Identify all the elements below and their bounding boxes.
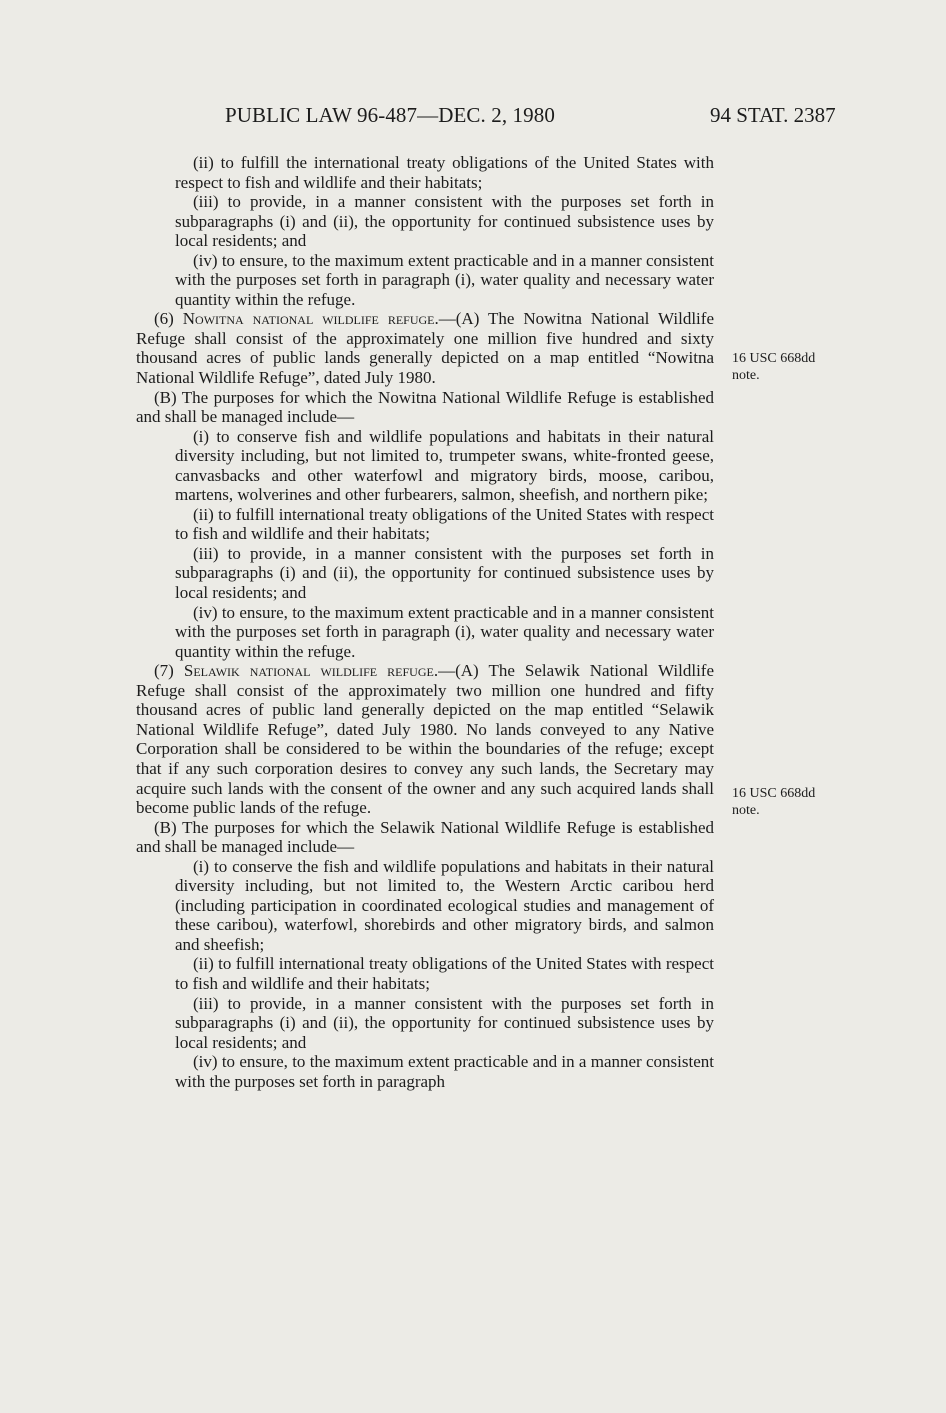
paragraph-7b-iv: (iv) to ensure, to the maximum extent practicable and in a manner consistent with the purposes set forth in paragraph	[175, 1052, 714, 1091]
paragraph-6-number: (6)	[154, 309, 183, 329]
paragraph-5-iv: (iv) to ensure, to the maximum extent practicable and in a manner consistent with the purposes set forth in paragraph (i), water quality and necessary water quantity within the refuge.	[175, 250, 714, 309]
margin-note-7	[732, 785, 852, 819]
paragraph-7b-i: (i) to conserve the fish and wildlife populations and habitats in their natural diversity including, but not limited to, the Western Arctic caribou herd (including participation in coordinated ecological studies and management of these caribou), waterfowl, shorebirds and other migratory birds, and salmon and sheefish;	[175, 856, 714, 954]
margin-note-6	[732, 350, 852, 384]
paragraph-6b-i: (i) to conserve fish and wildlife populations and habitats in their natural diversity including, but not limited to, trumpeter swans, white-fronted geese, canvasbacks and other waterfowl and migratory birds, moose, caribou, martens, wolverines and other furbearers, salmon, sheefish, and northern pike;	[175, 426, 714, 505]
margin-note-6-label: note.	[732, 368, 760, 383]
paragraph-7-number: (7)	[154, 661, 184, 681]
paragraph-7b-ii: (ii) to fulfill international treaty obligations of the United States with respect to fish and wildlife and their habitats;	[175, 954, 714, 993]
margin-note-7-label: note.	[732, 803, 760, 818]
paragraph-7a	[136, 661, 714, 817]
margin-note-7-citation: 16 USC 668dd	[732, 786, 816, 801]
margin-note-6-citation: 16 USC 668dd	[732, 351, 816, 366]
paragraph-7a-text: —(A) The Selawik National Wildlife Refuge shall consist of the approximately two million one hundred and fifty thousand acres of public land generally depicted on the map entitled “Selawik National Wildlife Refuge”, dated July 1980. No lands conveyed to any Native Corporation shall be considered to be within the boundaries of the refuge; except that if any such corporation desires to convey any such lands, the Secretary may acquire such lands with the consent of the owner and any such acquired lands shall become public lands of the refuge.	[136, 661, 714, 818]
running-header-page-ref: 94 STAT. 2387	[710, 103, 836, 127]
paragraph-6a	[136, 309, 714, 387]
paragraph-6-heading: Nowitna national wildlife refuge.	[182, 309, 439, 329]
paragraph-6b-iv: (iv) to ensure, to the maximum extent practicable and in a manner consistent with the purposes set forth in paragraph (i), water quality and necessary water quantity within the refuge.	[175, 602, 714, 661]
paragraph-7-heading: Selawik national wildlife refuge.	[183, 661, 439, 681]
paragraph-6b: (B) The purposes for which the Nowitna National Wildlife Refuge is established and shall be managed include—	[136, 387, 714, 427]
paragraph-5-ii: (ii) to fulfill the international treaty obligations of the United States with respect to fish and wildlife and their habitats;	[175, 153, 714, 192]
body-text	[136, 153, 714, 1091]
paragraph-6b-ii: (ii) to fulfill international treaty obligations of the United States with respect to fish and wildlife and their habitats;	[175, 504, 714, 544]
paragraph-6b-iii: (iii) to provide, in a manner consistent with the purposes set forth in subparagraphs (i) and (ii), the opportunity for continued subsistence uses by local residents; and	[175, 543, 714, 603]
running-header-title: PUBLIC LAW 96-487—DEC. 2, 1980	[225, 103, 555, 127]
paragraph-6a-text: —(A) The Nowitna National Wildlife Refuge shall consist of the approximately one million five hundred and sixty thousand acres of public lands generally depicted on a map entitled “Nowitna National Wildlife Refuge”, dated July 1980.	[136, 309, 714, 388]
paragraph-7b: (B) The purposes for which the Selawik National Wildlife Refuge is established and shall be managed include—	[136, 817, 714, 857]
paragraph-7b-iii: (iii) to provide, in a manner consistent with the purposes set forth in subparagraphs (i) and (ii), the opportunity for continued subsistence uses by local residents; and	[175, 993, 714, 1052]
paragraph-5-iii: (iii) to provide, in a manner consistent with the purposes set forth in subparagraphs (i) and (ii), the opportunity for continued subsistence uses by local residents; and	[175, 192, 714, 251]
